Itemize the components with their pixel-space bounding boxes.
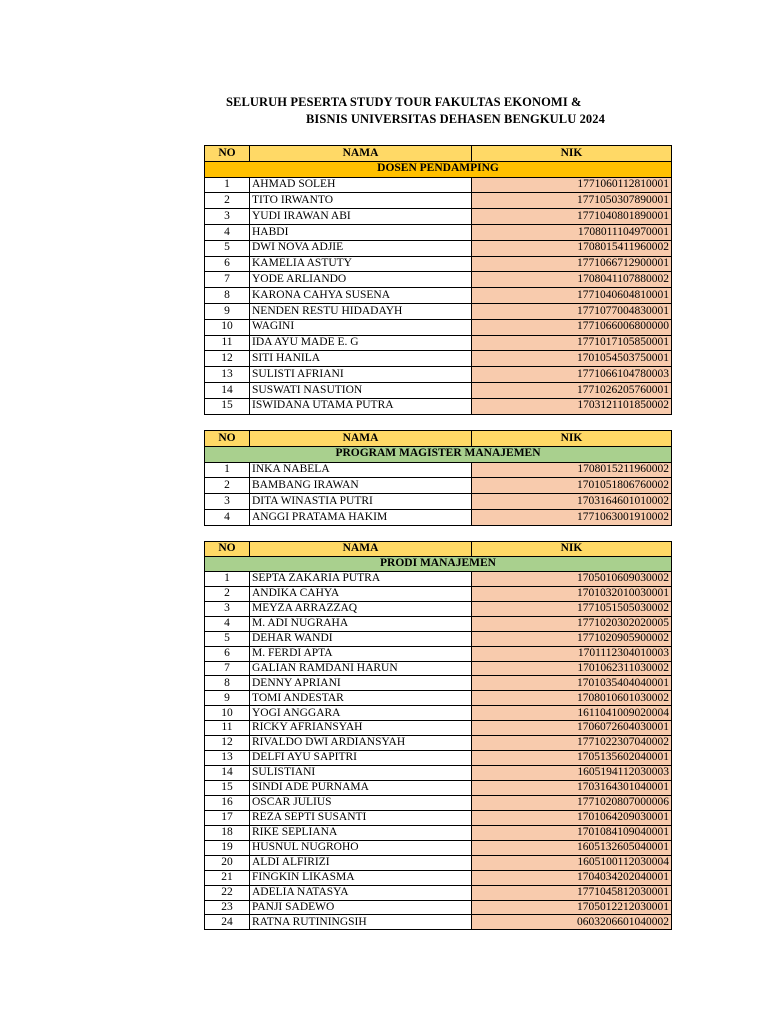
table-row bbox=[205, 367, 672, 383]
row-nama: ALDI ALFIRIZI bbox=[250, 855, 472, 870]
row-nama: TITO IRWANTO bbox=[250, 193, 472, 209]
table-row bbox=[205, 646, 672, 661]
section-title: PROGRAM MAGISTER MANAJEMEN bbox=[205, 446, 672, 462]
section-title: DOSEN PENDAMPING bbox=[205, 161, 672, 177]
row-nik: 1701112304010003 bbox=[472, 646, 672, 661]
row-no: 12 bbox=[205, 351, 250, 367]
table-row bbox=[205, 319, 672, 335]
row-nama: KAMELIA ASTUTY bbox=[250, 256, 472, 272]
row-no: 11 bbox=[205, 721, 250, 736]
column-header-nama: NAMA bbox=[250, 542, 472, 557]
row-nama: SEPTA ZAKARIA PUTRA bbox=[250, 571, 472, 586]
row-nama: SULISTIANI bbox=[250, 766, 472, 781]
row-nama: ANDIKA CAHYA bbox=[250, 586, 472, 601]
table-header-row bbox=[205, 146, 672, 162]
table-row bbox=[205, 825, 672, 840]
row-nik: 1771077004830001 bbox=[472, 303, 672, 319]
row-nama: YUDI IRAWAN ABI bbox=[250, 209, 472, 225]
row-nama: PANJI SADEWO bbox=[250, 900, 472, 915]
row-nik: 1771026205760001 bbox=[472, 382, 672, 398]
row-nik: 1706072604030001 bbox=[472, 721, 672, 736]
row-nik: 1701035404040001 bbox=[472, 676, 672, 691]
table-row bbox=[205, 631, 672, 646]
row-no: 2 bbox=[205, 193, 250, 209]
table-row bbox=[205, 810, 672, 825]
row-nama: OSCAR JULIUS bbox=[250, 795, 472, 810]
row-nik: 1701032010030001 bbox=[472, 586, 672, 601]
row-nik: 1771040604810001 bbox=[472, 288, 672, 304]
row-nik: 1701064209030001 bbox=[472, 810, 672, 825]
row-nama: REZA SEPTI SUSANTI bbox=[250, 810, 472, 825]
table-row bbox=[205, 335, 672, 351]
row-nama: ANGGI PRATAMA HAKIM bbox=[250, 509, 472, 525]
row-nik: 1701084109040001 bbox=[472, 825, 672, 840]
row-no: 14 bbox=[205, 766, 250, 781]
table-row bbox=[205, 256, 672, 272]
row-no: 22 bbox=[205, 885, 250, 900]
row-nik: 1771022307040002 bbox=[472, 736, 672, 751]
row-nik: 1605194112030003 bbox=[472, 766, 672, 781]
row-nama: DEHAR WANDI bbox=[250, 631, 472, 646]
table-row bbox=[205, 462, 672, 478]
column-header-nik: NIK bbox=[472, 542, 672, 557]
table-row bbox=[205, 870, 672, 885]
row-nik: 1703121101850002 bbox=[472, 398, 672, 414]
row-no: 1 bbox=[205, 571, 250, 586]
table-row bbox=[205, 177, 672, 193]
table-row bbox=[205, 691, 672, 706]
row-nik: 1611041009020004 bbox=[472, 706, 672, 721]
row-nik: 1771040801890001 bbox=[472, 209, 672, 225]
table-prodi-manajemen bbox=[204, 541, 672, 930]
table-row bbox=[205, 840, 672, 855]
row-nik: 1701054503750001 bbox=[472, 351, 672, 367]
table-row bbox=[205, 571, 672, 586]
row-no: 4 bbox=[205, 509, 250, 525]
row-no: 13 bbox=[205, 367, 250, 383]
table-row bbox=[205, 586, 672, 601]
row-no: 18 bbox=[205, 825, 250, 840]
row-no: 9 bbox=[205, 691, 250, 706]
row-nama: ISWIDANA UTAMA PUTRA bbox=[250, 398, 472, 414]
row-nik: 1703164601010002 bbox=[472, 494, 672, 510]
table-row bbox=[205, 478, 672, 494]
table-row bbox=[205, 751, 672, 766]
row-nik: 1708010601030002 bbox=[472, 691, 672, 706]
table-header-row bbox=[205, 431, 672, 447]
row-no: 3 bbox=[205, 209, 250, 225]
row-nik: 1708011104970001 bbox=[472, 224, 672, 240]
row-nama: YOGI ANGGARA bbox=[250, 706, 472, 721]
table-row bbox=[205, 509, 672, 525]
section-row bbox=[205, 556, 672, 571]
row-nik: 1701051806760002 bbox=[472, 478, 672, 494]
table-row bbox=[205, 272, 672, 288]
table-header-row bbox=[205, 542, 672, 557]
row-no: 8 bbox=[205, 288, 250, 304]
row-nama: SULISTI AFRIANI bbox=[250, 367, 472, 383]
column-header-nama: NAMA bbox=[250, 431, 472, 447]
row-no: 16 bbox=[205, 795, 250, 810]
row-no: 11 bbox=[205, 335, 250, 351]
row-nik: 1605100112030004 bbox=[472, 855, 672, 870]
row-nama: SUSWATI NASUTION bbox=[250, 382, 472, 398]
table-row bbox=[205, 616, 672, 631]
row-no: 10 bbox=[205, 706, 250, 721]
row-no: 17 bbox=[205, 810, 250, 825]
table-row bbox=[205, 288, 672, 304]
row-nama: KARONA CAHYA SUSENA bbox=[250, 288, 472, 304]
table-row bbox=[205, 224, 672, 240]
row-nik: 1771066104780003 bbox=[472, 367, 672, 383]
row-nik: 1771017105850001 bbox=[472, 335, 672, 351]
row-nama: DWI NOVA ADJIE bbox=[250, 240, 472, 256]
table-row bbox=[205, 706, 672, 721]
table-row bbox=[205, 676, 672, 691]
document-title-line-2: BISNIS UNIVERSITAS DEHASEN BENGKULU 2024 bbox=[306, 112, 605, 126]
section-row bbox=[205, 446, 672, 462]
row-nik: 1771051505030002 bbox=[472, 601, 672, 616]
row-nama: DENNY APRIANI bbox=[250, 676, 472, 691]
row-no: 2 bbox=[205, 586, 250, 601]
row-no: 15 bbox=[205, 781, 250, 796]
row-no: 6 bbox=[205, 256, 250, 272]
column-header-nama: NAMA bbox=[250, 146, 472, 162]
row-nama: RIKE SEPLIANA bbox=[250, 825, 472, 840]
table-row bbox=[205, 721, 672, 736]
column-header-nik: NIK bbox=[472, 431, 672, 447]
table-dosen-pendamping bbox=[204, 145, 672, 415]
table-row bbox=[205, 855, 672, 870]
row-nama: GALIAN RAMDANI HARUN bbox=[250, 661, 472, 676]
row-no: 7 bbox=[205, 661, 250, 676]
row-nik: 1708015411960002 bbox=[472, 240, 672, 256]
row-nik: 1708015211960002 bbox=[472, 462, 672, 478]
table-row bbox=[205, 193, 672, 209]
table-row bbox=[205, 661, 672, 676]
row-nama: TOMI ANDESTAR bbox=[250, 691, 472, 706]
row-no: 13 bbox=[205, 751, 250, 766]
row-nik: 1701062311030002 bbox=[472, 661, 672, 676]
table-row bbox=[205, 398, 672, 414]
row-nama: RICKY AFRIANSYAH bbox=[250, 721, 472, 736]
table-row bbox=[205, 303, 672, 319]
row-no: 5 bbox=[205, 240, 250, 256]
table-row bbox=[205, 382, 672, 398]
table-row bbox=[205, 900, 672, 915]
row-no: 20 bbox=[205, 855, 250, 870]
row-no: 21 bbox=[205, 870, 250, 885]
row-nama: SINDI ADE PURNAMA bbox=[250, 781, 472, 796]
row-no: 10 bbox=[205, 319, 250, 335]
row-nama: RIVALDO DWI ARDIANSYAH bbox=[250, 736, 472, 751]
row-no: 3 bbox=[205, 494, 250, 510]
row-no: 1 bbox=[205, 177, 250, 193]
row-nama: M. ADI NUGRAHA bbox=[250, 616, 472, 631]
row-nama: NENDEN RESTU HIDADAYH bbox=[250, 303, 472, 319]
row-nama: HABDI bbox=[250, 224, 472, 240]
row-nama: M. FERDI APTA bbox=[250, 646, 472, 661]
table-row bbox=[205, 494, 672, 510]
row-nama: IDA AYU MADE E. G bbox=[250, 335, 472, 351]
row-no: 1 bbox=[205, 462, 250, 478]
table-row bbox=[205, 209, 672, 225]
table-program-magister-manajemen bbox=[204, 430, 672, 526]
row-nama: HUSNUL NUGROHO bbox=[250, 840, 472, 855]
row-nama: FINGKIN LIKASMA bbox=[250, 870, 472, 885]
row-no: 3 bbox=[205, 601, 250, 616]
row-no: 6 bbox=[205, 646, 250, 661]
table-row bbox=[205, 351, 672, 367]
row-nama: WAGINI bbox=[250, 319, 472, 335]
column-header-no: NO bbox=[205, 542, 250, 557]
section-row bbox=[205, 161, 672, 177]
table-row bbox=[205, 601, 672, 616]
column-header-no: NO bbox=[205, 146, 250, 162]
column-header-nik: NIK bbox=[472, 146, 672, 162]
table-row bbox=[205, 240, 672, 256]
row-nik: 1771020905900002 bbox=[472, 631, 672, 646]
row-nik: 1704034202040001 bbox=[472, 870, 672, 885]
row-no: 7 bbox=[205, 272, 250, 288]
row-nik: 1605132605040001 bbox=[472, 840, 672, 855]
row-no: 15 bbox=[205, 398, 250, 414]
row-nama: AHMAD SOLEH bbox=[250, 177, 472, 193]
row-no: 9 bbox=[205, 303, 250, 319]
row-no: 19 bbox=[205, 840, 250, 855]
table-row bbox=[205, 736, 672, 751]
column-header-no: NO bbox=[205, 431, 250, 447]
row-nik: 1703164301040001 bbox=[472, 781, 672, 796]
row-nik: 1771020302020005 bbox=[472, 616, 672, 631]
table-row bbox=[205, 795, 672, 810]
row-nama: INKA NABELA bbox=[250, 462, 472, 478]
document-title-line-1: SELURUH PESERTA STUDY TOUR FAKULTAS EKONOMI & bbox=[226, 95, 582, 109]
row-nik: 1705012212030001 bbox=[472, 900, 672, 915]
row-nik: 1771060112810001 bbox=[472, 177, 672, 193]
row-no: 24 bbox=[205, 915, 250, 930]
row-nik: 1708041107880002 bbox=[472, 272, 672, 288]
table-row bbox=[205, 781, 672, 796]
row-no: 14 bbox=[205, 382, 250, 398]
row-nik: 1771050307890001 bbox=[472, 193, 672, 209]
row-no: 4 bbox=[205, 224, 250, 240]
table-row bbox=[205, 885, 672, 900]
row-nik: 1771066712900001 bbox=[472, 256, 672, 272]
row-nik: 1771020807000006 bbox=[472, 795, 672, 810]
row-no: 5 bbox=[205, 631, 250, 646]
row-nik: 0603206601040002 bbox=[472, 915, 672, 930]
row-no: 4 bbox=[205, 616, 250, 631]
row-nama: BAMBANG IRAWAN bbox=[250, 478, 472, 494]
row-nama: SITI HANILA bbox=[250, 351, 472, 367]
row-nama: RATNA RUTININGSIH bbox=[250, 915, 472, 930]
row-nama: DITA WINASTIA PUTRI bbox=[250, 494, 472, 510]
row-nama: ADELIA NATASYA bbox=[250, 885, 472, 900]
row-no: 12 bbox=[205, 736, 250, 751]
row-nama: MEYZA ARRAZZAQ bbox=[250, 601, 472, 616]
table-row bbox=[205, 915, 672, 930]
row-nik: 1705135602040001 bbox=[472, 751, 672, 766]
row-nama: DELFI AYU SAPITRI bbox=[250, 751, 472, 766]
section-title: PRODI MANAJEMEN bbox=[205, 556, 672, 571]
row-no: 8 bbox=[205, 676, 250, 691]
table-row bbox=[205, 766, 672, 781]
row-nik: 1705010609030002 bbox=[472, 571, 672, 586]
row-nik: 1771063001910002 bbox=[472, 509, 672, 525]
row-nik: 1771045812030001 bbox=[472, 885, 672, 900]
row-no: 23 bbox=[205, 900, 250, 915]
row-nama: YODE ARLIANDO bbox=[250, 272, 472, 288]
row-nik: 1771066006800000 bbox=[472, 319, 672, 335]
row-no: 2 bbox=[205, 478, 250, 494]
